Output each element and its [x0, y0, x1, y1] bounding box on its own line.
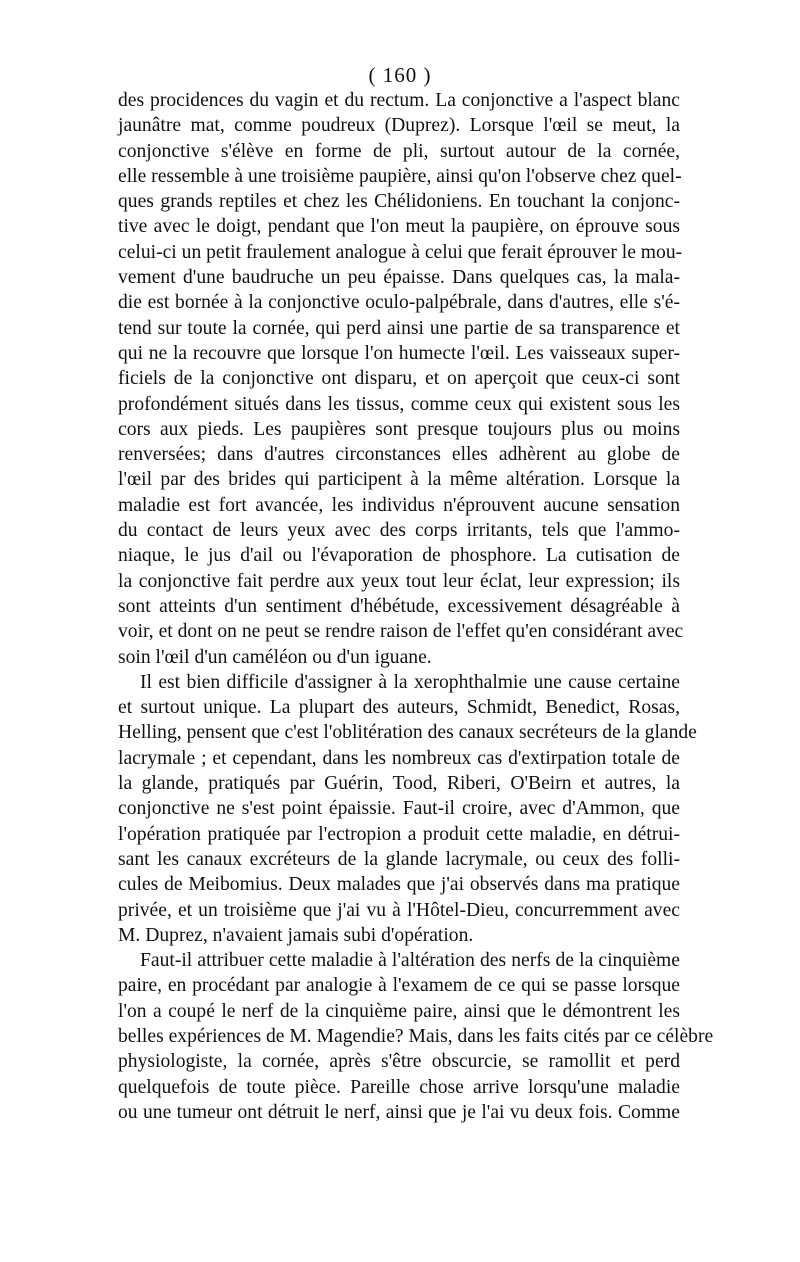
- text-line: qui ne la recouvre que lorsque l'on humecte l'œil. Les vaisseaux super-: [118, 342, 680, 364]
- text-line: elle ressemble à une troisième paupière, ainsi qu'on l'observe chez quel-: [118, 165, 682, 187]
- text-line: die est bornée à la conjonctive oculo-palpébrale, dans d'autres, elle s'é-: [118, 292, 680, 314]
- text-line: paire, en procédant par analogie à l'examem de ce qui se passe lorsque: [118, 975, 680, 997]
- text-line: soin l'œil d'un caméléon ou d'un iguane.: [118, 646, 432, 668]
- text-line: cors aux pieds. Les paupières sont presque toujours plus ou moins: [118, 418, 680, 440]
- text-line: renversées; dans d'autres circonstances elles adhèrent au globe de: [118, 444, 680, 466]
- text-line: conjonctive s'élève en forme de pli, surtout autour de la cornée,: [118, 140, 680, 162]
- text-line: Faut-il attribuer cette maladie à l'altération des nerfs de la cinquième: [140, 950, 680, 972]
- text-line: profondément situés dans les tissus, comme ceux qui existent sous les: [118, 393, 680, 415]
- text-line: belles expériences de M. Magendie? Mais, dans les faits cités par ce célèbre: [118, 1025, 714, 1047]
- text-line: lacrymale ; et cependant, dans les nombreux cas d'extirpation totale de: [118, 747, 680, 769]
- paragraph: [118, 948, 714, 1125]
- text-line: Helling, pensent que c'est l'oblitération des canaux secréteurs de la glande: [118, 722, 697, 744]
- text-line: sant les canaux excréteurs de la glande lacrymale, ou ceux des folli-: [118, 848, 680, 870]
- text-line: sont atteints d'un sentiment d'hébétude, excessivement désagréable à: [118, 595, 680, 617]
- text-line: l'opération pratiquée par l'ectropion a produit cette maladie, en détrui-: [118, 823, 680, 845]
- text-line: conjonctive ne s'est point épaissie. Faut-il croire, avec d'Ammon, que: [118, 798, 680, 820]
- text-line: ou une tumeur ont détruit le nerf, ainsi que je l'ai vu deux fois. Comme: [118, 1101, 680, 1123]
- text-line: celui-ci un petit fraulement analogue à celui que ferait éprouver le mou-: [118, 241, 683, 263]
- text-line: physiologiste, la cornée, après s'être obscurcie, se ramollit et perd: [118, 1051, 680, 1073]
- text-line: la glande, pratiqués par Guérin, Tood, Riberi, O'Beirn et autres, la: [118, 773, 680, 795]
- paragraph: [118, 670, 697, 948]
- text-line: ficiels de la conjonctive ont disparu, et on aperçoit que ceux-ci sont: [118, 368, 680, 390]
- text-line: la conjonctive fait perdre aux yeux tout leur éclat, leur expression; ils: [118, 570, 680, 592]
- paragraph: [118, 88, 684, 670]
- text-line: privée, et un troisième que j'ai vu à l'Hôtel-Dieu, concurremment avec: [118, 899, 680, 921]
- text-line: et surtout unique. La plupart des auteurs, Schmidt, Benedict, Rosas,: [118, 697, 680, 719]
- text-line: du contact de leurs yeux avec des corps irritants, tels que l'ammo-: [118, 520, 680, 542]
- text-line: niaque, le jus d'ail ou l'évaporation de phosphore. La cutisation de: [118, 545, 680, 567]
- text-line: voir, et dont on ne peut se rendre raison de l'effet qu'en considérant avec: [118, 621, 684, 643]
- page-number: ( 160 ): [368, 63, 432, 87]
- text-line: tend sur toute la cornée, qui perd ainsi une partie de sa transparence et: [118, 317, 680, 339]
- text-line: tive avec le doigt, pendant que l'on meut la paupière, on éprouve sous: [118, 216, 680, 238]
- text-line: vement d'une baudruche un peu épaisse. Dans quelques cas, la mala-: [118, 267, 680, 289]
- text-line: l'œil par des brides qui participent à la même altération. Lorsque la: [118, 469, 680, 491]
- text-line: M. Duprez, n'avaient jamais subi d'opération.: [118, 924, 474, 946]
- text-line: l'on a coupé le nerf de la cinquième paire, ainsi que le démontrent les: [118, 1000, 680, 1022]
- text-line: jaunâtre mat, comme poudreux (Duprez). Lorsque l'œil se meut, la: [118, 115, 680, 137]
- text-line: quelquefois de toute pièce. Pareille chose arrive lorsqu'une maladie: [118, 1076, 680, 1098]
- text-line: des procidences du vagin et du rectum. La conjonctive a l'aspect blanc: [118, 90, 680, 111]
- text-line: cules de Meibomius. Deux malades que j'ai observés dans ma pratique: [118, 874, 680, 896]
- body-text: [118, 88, 714, 1125]
- text-line: ques grands reptiles et chez les Chélidoniens. En touchant la conjonc-: [118, 191, 680, 213]
- text-line: maladie est fort avancée, les individus n'éprouvent aucune sensation: [118, 494, 680, 516]
- text-line: Il est bien difficile d'assigner à la xerophthalmie une cause certaine: [140, 671, 680, 693]
